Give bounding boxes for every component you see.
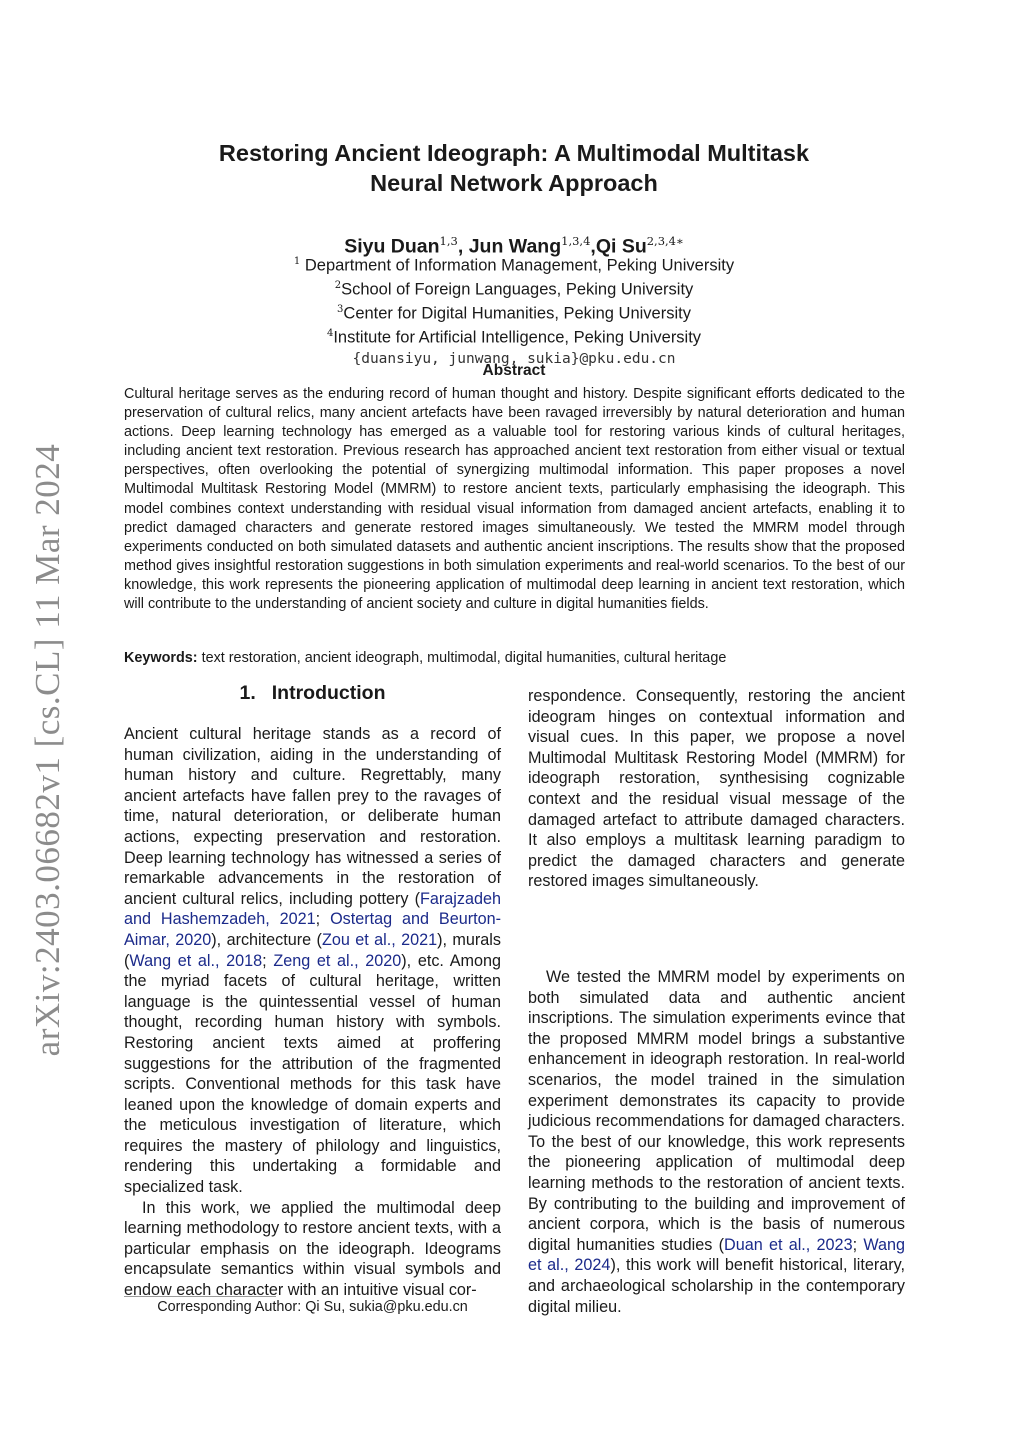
- abstract-body: Cultural heritage serves as the enduring record of human thought and history. Despite significant efforts dedicated to the preservation of cultural relics, many ancient artefacts have been ravaged irreversibly by natural deterioration and human actions. Deep learning technology has emerged as a valuable tool for restoring various kinds of cultural heritages, including ancient text restoration. Previous research has approached ancient text restoration from either visual or textual perspectives, often overlooking the potential of synergizing multimodal information. This paper proposes a novel Multimodal Multitask Restoring Model (MMRM) to restore ancient texts, particularly emphasising the ideograph. This model combines context understanding with residual visual information from damaged ancient artefacts, enabling it to predict damaged characters and generate restored images simultaneously. We tested the MMRM model through experiments conducted on both simulated datasets and authentic ancient inscriptions. The results show that the proposed method gives insightful restoration suggestions in both simulation experiments and real-world scenarios. To the best of our knowledge, this work represents the pioneering application of multimodal deep learning in ancient text restoration, which will contribute to the understanding of ancient society and culture in digital humanities fields.: [124, 386, 905, 613]
- citation-link[interactable]: Wang et al., 2018: [129, 951, 263, 970]
- author-separator: ,: [457, 235, 469, 258]
- left-column: [124, 724, 501, 1301]
- author-affil-sup: 1,3,4: [561, 234, 591, 248]
- intro-paragraph-2: In this work, we applied the multimodal deep learning methodology to restore ancient texts, with a particular emphasis on the ideograph. Ideograms encapsulate semantics within visual symbols and endow each character with an intuitive visual cor-: [124, 1198, 501, 1300]
- title-line-1: Restoring Ancient Ideograph: A Multimodal Multitask: [218, 140, 810, 166]
- author-affil-sup: 1,3: [439, 234, 458, 248]
- citation-link[interactable]: Wang et al., 2024: [528, 1235, 906, 1275]
- footnote: Corresponding Author: Qi Su, sukia@pku.edu.cn: [157, 1299, 468, 1315]
- affiliation-list: [124, 252, 904, 370]
- paragraph-text: ), murals (: [124, 930, 501, 970]
- paper-title: [124, 138, 904, 198]
- keywords-text: text restoration, ancient ideograph, multimodal, digital humanities, cultural heritage: [197, 650, 727, 666]
- author-affil-sup: 2,3,4∗: [646, 234, 684, 248]
- paragraph-text: We tested the MMRM model by experiments on both simulated data and authentic ancient inscriptions. The simulation experiments evince that the proposed MMRM model brings a substantive enhancement in ideograph restoration. In real-world scenarios, the model trained in the simulation experiment demonstrates its capacity to provide judicious recommendations for damaged characters. To the best of our knowledge, this work represents the pioneering application of multimodal deep learning methods to the restoration of ancient texts. By contributing to the building and improvement of ancient corpora, which is the basis of numerous digital humanities studies (: [528, 968, 905, 1254]
- keywords-label: Keywords:: [124, 650, 198, 666]
- right-column-top: [528, 686, 905, 892]
- affiliation: $^2$School of Foreign Languages, Peking University: [334, 280, 694, 299]
- affiliation: $^1$ Department of Information Management, Peking University: [293, 256, 735, 275]
- abstract-heading: Abstract: [482, 362, 546, 379]
- citation-link[interactable]: Zou et al., 2021: [321, 930, 438, 949]
- citation-link[interactable]: Duan et al., 2023: [724, 1235, 853, 1254]
- section-number: 1.: [239, 682, 256, 704]
- citation-link[interactable]: Farajzadeh and Hashemzadeh, 2021: [124, 889, 501, 929]
- citation-link[interactable]: Zeng et al., 2020: [273, 951, 402, 970]
- affiliation: $^4$Institute for Artificial Intelligence, Peking University: [326, 328, 702, 347]
- author-name: Qi Su: [595, 235, 647, 258]
- paragraph-text: Ancient cultural heritage stands as a record of human civilization, aiding in the understanding of human history and culture. Regrettably, many ancient artefacts have fallen prey to the ravages of time, natural deterioration, or deliberate human actions, expecting preservation and restoration. Deep learning technology has witnessed a series of remarkable advancements in the restoration of ancient cultural relics, including pottery (: [124, 725, 501, 908]
- keywords: [124, 649, 905, 668]
- right-paragraph-2: [528, 967, 905, 1317]
- affiliation: $^3$Center for Digital Humanities, Peking University: [337, 304, 691, 323]
- title-line-2: Neural Network Approach: [370, 170, 658, 196]
- right-column-bottom: [528, 967, 905, 1317]
- paragraph-text: ;: [315, 910, 331, 929]
- section-title: Introduction: [271, 682, 386, 704]
- footnote-rule: [124, 1296, 276, 1297]
- author-emails: {duansiyu, junwang, sukia}@pku.edu.cn: [352, 351, 676, 367]
- author-name: Jun Wang: [468, 235, 562, 258]
- intro-paragraph-1: [124, 724, 501, 1198]
- paragraph-text: ), architecture (: [211, 930, 322, 949]
- paragraph-text: ;: [262, 951, 274, 970]
- section-heading: [124, 682, 501, 705]
- paragraph-text: ), this work will benefit historical, literary, and archaeological scholarship in the contemporary digital milieu.: [528, 1256, 905, 1316]
- arxiv-stamp: arXiv:2403.06682v1 [cs.CL] 11 Mar 2024: [28, 443, 67, 1057]
- paragraph-text: ;: [852, 1235, 864, 1254]
- author-name: Siyu Duan: [344, 235, 440, 258]
- citation-link[interactable]: Ostertag and Beurton-Aimar, 2020: [124, 910, 501, 949]
- author-separator: ,: [590, 235, 596, 258]
- paragraph-text: ), etc. Among the myriad facets of cultural heritage, written language is the quintessential vessel of human thought, recording human history with symbols. Restoring ancient texts aimed at proffering suggestions for the attribution of the fragmented scripts. Conventional methods for this task have leaned upon the knowledge of domain experts and the meticulous investigation of literature, which requires the mastery of philology and linguistics, rendering this undertaking a formidable and specialized task.: [124, 951, 501, 1197]
- right-paragraph-1: respondence. Consequently, restoring the ancient ideogram hinges on contextual information and visual cues. In this paper, we propose a novel Multimodal Multitask Restoring Model (MMRM) for ideograph restoration, synthesising cognizable context and the residual visual message of the damaged artefact to attribute damaged characters. It also employs a multitask learning paradigm to predict the damaged characters and generate restored images simultaneously.: [528, 687, 905, 891]
